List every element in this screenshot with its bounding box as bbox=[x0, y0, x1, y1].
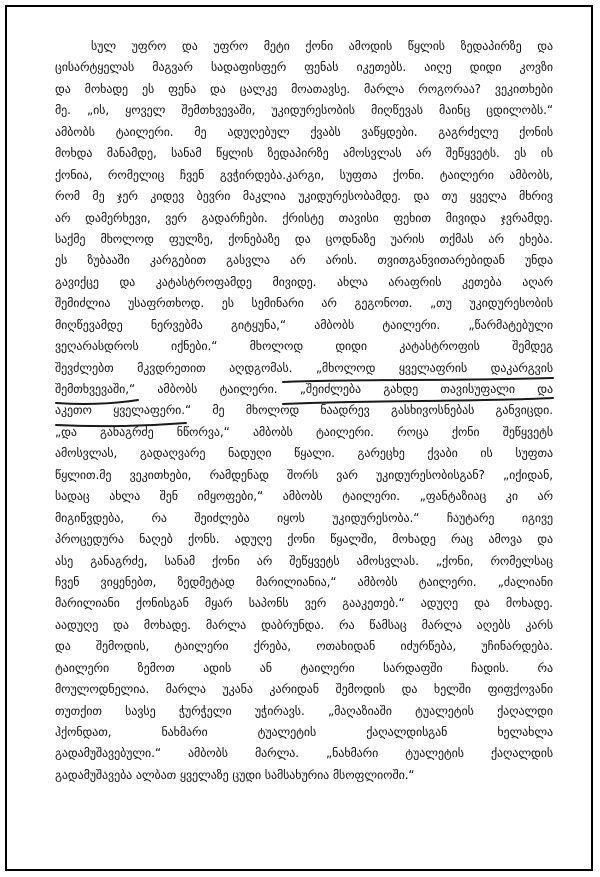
text-line: ასე განაგრძე, სანამ ქონი არ შეწყვეტს ამოსვლას. „ქონი, რომელსაც bbox=[55, 553, 553, 568]
text-line: ჰქონდათ, ნახმარი ტუალეტის ქაღალდისგან ხელახლა bbox=[55, 725, 553, 739]
text-line: და შემოდის, ტაილერი ქრება, ოთახიდან იძურწება, უჩინარდება. bbox=[55, 639, 553, 654]
text-line: მოხდა მანამდე, სანამ წყლის ზედაპირზე ამოსვლას არ შეწყვეტს. ეს ის bbox=[55, 146, 553, 161]
text-line: წყლით.მე ვეკითხები, რამდენად შორს ვარ უკიდურესობისგან? „იქიდან, bbox=[55, 467, 553, 482]
text-line: ვეღარასდროს იქნები.“ მხოლოდ დიდი კატასტროფის შემდეგ bbox=[55, 339, 553, 354]
text-line: მიღწევამდე ნერვებმა გიტყუნა,“ ამბობს ტაილერი. „წარმატებული bbox=[55, 317, 553, 332]
body-text bbox=[55, 36, 553, 786]
text-line: ამოსვლას, გადაღვარე ნადუღი წყალი. გარეცხე ქვაბი ის სუფთა bbox=[55, 446, 553, 461]
text-line: რომ მე ჯერ კიდევ ბევრი მაკლია უკიდურესობამდე. და თუ ყველა მხრივ bbox=[55, 189, 553, 204]
text-line: აადუღე და მოხადე. მარლა დაბრუნდა. რა წამსაც მარლა აღებს კარს bbox=[55, 617, 553, 632]
text-line: „და განაგრძე ნწორვა,“ ამბობს ტაილერი. როცა ქონი შეწყვეტს bbox=[55, 424, 553, 439]
text-line: ტაილერი ზემოთ ადის ან ტაილერი სარდაფში ჩადის. რა bbox=[55, 660, 553, 675]
text-line: ამბობს ტაილერი. მე ადუღებულ ქვაბს ვაწყდები. გაგრძელე ქონის bbox=[55, 124, 553, 139]
text-line: და მოხადე ეს ფენა და ცალკე მოათავსე. მარლა როგორაა? ვეკითხები bbox=[55, 81, 553, 96]
text-line: საქმე მხოლოდ ფულზე, ქონებაზე და ცოდნაზე უარის თქმას არ ეხება. bbox=[55, 231, 553, 246]
text-line: თუთქით სავსე ჭურჭელი უჭირავს. „მაღაზიაში ტუალეტის ქაღალდი bbox=[55, 703, 553, 718]
text-line: მოულოდნელია. მარლა უკანა კარიდან შემოდის და ხელში ფიფქოვანი bbox=[55, 682, 553, 697]
text-line: შევძლებთ მკვდრეთით აღდგომას. „მხოლოდ ყველაფრის დაკარგვის bbox=[55, 360, 553, 375]
text-line: ეს ზუბააში კარგებით გასვლა არ არის. თვითგანვითარებიდან უნდა bbox=[55, 253, 553, 268]
text-line: აკეთო ყველაფერი.“ მე მხოლოდ ნაადრევ გასხივოსნებას განვიცდი. bbox=[55, 403, 553, 418]
text-line: გადამუშავებული.“ ამბობს მარლა. „ნახმარი ტუალეტის ქაღალდის bbox=[55, 746, 553, 761]
text-line: შემიძლია უსაფრთხოდ. ეს სემინარი არ გეგონოთ. „თუ უკიდურესობის bbox=[55, 296, 553, 311]
text-line: ცისარტყელას მაგვარ სადაფისფერ ფენას იკეთებს. აიღე დიდი კოვზი bbox=[55, 60, 553, 75]
text-line: მიგიწვდება, რა შეიძლება იყოს უკიდურესობა.“ ჩაუტარე იგივე bbox=[55, 510, 553, 525]
text-line: ქონია, რომელიც ჩვენ გვჭირდება.კარგი, სუფთა ქონი. ტაილერი ამბობს, bbox=[55, 167, 553, 182]
text-line: მე. „ის, ყოველ შემთხვევაში, უკიდურესობის მიღწევას მაინც ცდილობს.“ bbox=[55, 103, 553, 118]
text-line: სულ უფრო და უფრო მეტი ქონი ამოდის წყლის ზედაპირზე და bbox=[91, 39, 553, 53]
text-line: შემთხვევაში,“ ამბობს ტაილერი. „შეიძლება გახდე თავისუფალი და bbox=[55, 382, 553, 396]
text-line: გავიქცე და კატასტროფამდე მივიდე. ახლა არაფრის კეთება აღარ bbox=[55, 274, 553, 289]
text-line: გადამუშავება ალბათ ყველაზე ცუდი სამსახურია მსოფლიოში.“ bbox=[55, 767, 415, 782]
text-line: მარილიანი ქონისგან მყარ საპონს ვერ გააკეთებ.“ ადუღე და მოხადე. bbox=[55, 596, 553, 611]
text-line: სადაც ახლა შენ იმყოფები,“ ამბობს ტაილერი. „ფანტაზიაც კი არ bbox=[55, 489, 553, 504]
text-line: არ დამერხევი, ვერ გადარჩები. ქრისტე თავისი ფეხით მივიდა ჯვრამდე. bbox=[55, 210, 553, 225]
text-line: ჩვენ ვიყენებთ, ზედმეტად მარილიანია,“ ამბობს ტაილერი. „ძალიანი bbox=[55, 574, 553, 589]
text-line: პროცედურა ნაღებ ქონს. ადუღე ქონი წყალში, მოხადე რაც ამოვა და bbox=[55, 532, 553, 547]
